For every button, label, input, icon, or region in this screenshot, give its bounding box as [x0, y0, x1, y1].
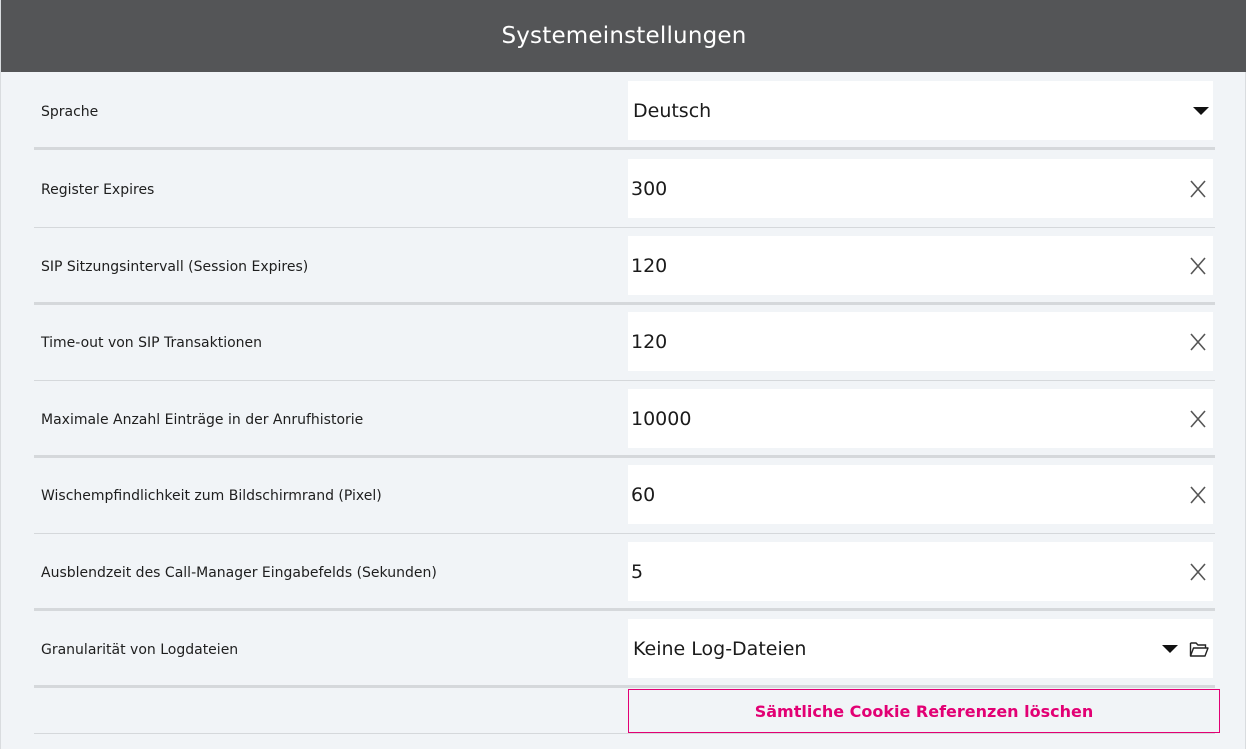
setting-row-sip-timeout — [34, 304, 1215, 381]
chevron-down-icon[interactable] — [1162, 644, 1178, 654]
setting-label: SIP Sitzungsintervall (Session Expires) — [41, 258, 309, 275]
setting-row-session-expires — [34, 228, 1215, 305]
close-icon[interactable] — [1189, 409, 1207, 429]
sip-timeout-value: 120 — [631, 330, 668, 353]
setting-label: Maximale Anzahl Einträge in der Anrufhistorie — [41, 411, 364, 428]
row-divider — [34, 685, 1215, 688]
close-icon[interactable] — [1189, 179, 1207, 199]
swipe-sensitivity-value: 60 — [631, 483, 656, 506]
setting-row-call-manager-hide-time — [34, 534, 1215, 611]
swipe-sensitivity-input[interactable] — [628, 465, 1213, 524]
setting-row-register-expires — [34, 151, 1215, 228]
setting-label: Wischempfindlichkeit zum Bildschirmrand (Pixel) — [41, 487, 382, 504]
register-expires-input[interactable] — [628, 159, 1213, 218]
register-expires-value: 300 — [631, 177, 668, 200]
sip-timeout-input[interactable] — [628, 312, 1213, 371]
bottom-divider — [34, 733, 1215, 734]
session-expires-value: 120 — [631, 254, 668, 277]
setting-label: Sprache — [41, 103, 99, 120]
language-select[interactable] — [628, 81, 1213, 140]
call-history-max-input[interactable] — [628, 389, 1213, 448]
row-divider — [34, 147, 1215, 150]
log-granularity-value: Keine Log-Dateien — [633, 637, 807, 660]
setting-label: Granularität von Logdateien — [41, 641, 239, 658]
setting-row-language — [34, 73, 1215, 150]
session-expires-input[interactable] — [628, 236, 1213, 295]
setting-row-log-granularity — [34, 611, 1215, 688]
close-icon[interactable] — [1189, 256, 1207, 276]
log-granularity-select[interactable] — [628, 619, 1213, 678]
setting-row-swipe-sensitivity — [34, 457, 1215, 534]
page-title: Systemeinstellungen — [501, 23, 747, 49]
close-icon[interactable] — [1189, 332, 1207, 352]
call-history-max-value: 10000 — [631, 407, 692, 430]
language-select-value: Deutsch — [633, 99, 712, 122]
clear-cookie-references-button[interactable] — [628, 689, 1220, 733]
close-icon[interactable] — [1189, 562, 1207, 582]
setting-row-call-history-max — [34, 381, 1215, 458]
setting-label: Ausblendzeit des Call-Manager Eingabefelds (Sekunden) — [41, 564, 437, 581]
folder-open-icon[interactable] — [1189, 640, 1209, 657]
call-manager-hide-time-input[interactable] — [628, 542, 1213, 601]
clear-cookie-references-label: Sämtliche Cookie Referenzen löschen — [754, 701, 1094, 721]
close-icon[interactable] — [1189, 485, 1207, 505]
setting-label: Time-out von SIP Transaktionen — [41, 334, 263, 351]
chevron-down-icon[interactable] — [1193, 106, 1209, 116]
call-manager-hide-time-value: 5 — [631, 560, 644, 583]
setting-label: Register Expires — [41, 181, 155, 198]
page-title-bar — [1, 0, 1246, 72]
